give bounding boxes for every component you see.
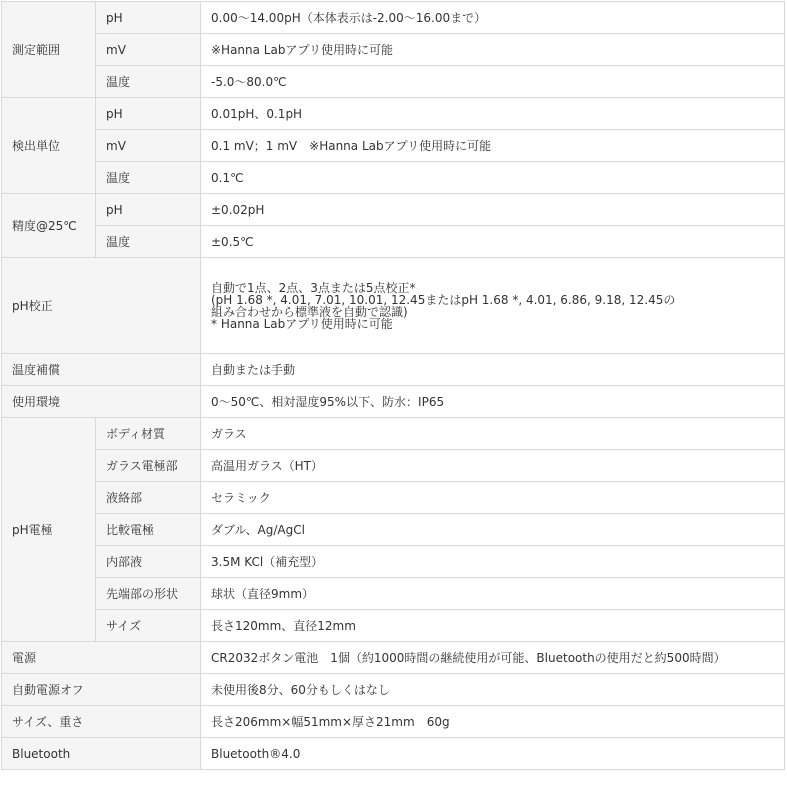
row-header-size-weight: サイズ、重さ <box>2 706 201 738</box>
sub-header: ガラス電極部 <box>96 450 201 482</box>
spec-value: CR2032ボタン電池 1個（約1000時間の継続使用が可能、Bluetoothの使用だと約500時間） <box>201 642 785 674</box>
sub-header: pH <box>96 2 201 34</box>
table-row <box>2 258 785 354</box>
spec-value: ダブル、Ag/AgCl <box>201 514 785 546</box>
spec-value: 高温用ガラス（HT） <box>201 450 785 482</box>
row-header-environment: 使用環境 <box>2 386 201 418</box>
sub-header: 液絡部 <box>96 482 201 514</box>
spec-value: 0.00〜14.00pH（本体表示は-2.00〜16.00まで） <box>201 2 785 34</box>
calibration-line: 組み合わせから標準液を自動で認識) <box>211 304 408 319</box>
spec-value: Bluetooth®4.0 <box>201 738 785 770</box>
table-row <box>2 386 785 418</box>
table-row <box>2 674 785 706</box>
table-row <box>2 514 785 546</box>
spec-value: セラミック <box>201 482 785 514</box>
row-header-measurement-range: 測定範囲 <box>2 2 96 98</box>
spec-value: -5.0〜80.0℃ <box>201 66 785 98</box>
calibration-line: 自動で1点、2点、3点または5点校正* <box>211 280 416 295</box>
spec-value: ※Hanna Labアプリ使用時に可能 <box>201 34 785 66</box>
sub-header: pH <box>96 98 201 130</box>
row-header-ph-calibration: pH校正 <box>2 258 201 354</box>
row-header-accuracy: 精度@25℃ <box>2 194 96 258</box>
table-row <box>2 482 785 514</box>
sub-header: 温度 <box>96 162 201 194</box>
spec-value: 0.1 mV；1 mV ※Hanna Labアプリ使用時に可能 <box>201 130 785 162</box>
spec-value: 長さ206mm×幅51mm×厚さ21mm 60g <box>201 706 785 738</box>
table-row <box>2 98 785 130</box>
spec-value: 3.5M KCl（補充型） <box>201 546 785 578</box>
table-row <box>2 34 785 66</box>
row-header-bluetooth: Bluetooth <box>2 738 201 770</box>
sub-header: 温度 <box>96 226 201 258</box>
sub-header: 比較電極 <box>96 514 201 546</box>
sub-header: 温度 <box>96 66 201 98</box>
table-row <box>2 2 785 34</box>
table-row <box>2 418 785 450</box>
spec-value-multiline <box>201 258 785 354</box>
table-row <box>2 130 785 162</box>
spec-value: ガラス <box>201 418 785 450</box>
table-row <box>2 162 785 194</box>
spec-value: 未使用後8分、60分もしくはなし <box>201 674 785 706</box>
spec-value: 球状（直径9mm） <box>201 578 785 610</box>
table-row <box>2 706 785 738</box>
spec-value: 長さ120mm、直径12mm <box>201 610 785 642</box>
table-row <box>2 450 785 482</box>
row-header-ph-electrode: pH電極 <box>2 418 96 642</box>
calibration-line: (pH 1.68 *, 4.01, 7.01, 10.01, 12.45またはpH 1.68 *, 4.01, 6.86, 9.18, 12.45の <box>211 292 676 307</box>
sub-header: mV <box>96 130 201 162</box>
table-row <box>2 546 785 578</box>
table-row <box>2 194 785 226</box>
row-header-auto-off: 自動電源オフ <box>2 674 201 706</box>
table-row <box>2 226 785 258</box>
sub-header: サイズ <box>96 610 201 642</box>
spec-value: 0.01pH、0.1pH <box>201 98 785 130</box>
table-row <box>2 642 785 674</box>
spec-value: 0〜50℃、相対湿度95%以下、防水：IP65 <box>201 386 785 418</box>
row-header-resolution: 検出単位 <box>2 98 96 194</box>
table-row <box>2 738 785 770</box>
sub-header: mV <box>96 34 201 66</box>
spec-value: ±0.5℃ <box>201 226 785 258</box>
row-header-power: 電源 <box>2 642 201 674</box>
spec-value: 自動または手動 <box>201 354 785 386</box>
sub-header: ボディ材質 <box>96 418 201 450</box>
spec-value: 0.1℃ <box>201 162 785 194</box>
sub-header: pH <box>96 194 201 226</box>
sub-header: 内部液 <box>96 546 201 578</box>
table-row <box>2 578 785 610</box>
row-header-temp-compensation: 温度補償 <box>2 354 201 386</box>
table-row <box>2 610 785 642</box>
spec-table <box>1 1 785 770</box>
sub-header: 先端部の形状 <box>96 578 201 610</box>
calibration-line: * Hanna Labアプリ使用時に可能 <box>211 316 393 331</box>
spec-value: ±0.02pH <box>201 194 785 226</box>
table-row <box>2 354 785 386</box>
table-row <box>2 66 785 98</box>
